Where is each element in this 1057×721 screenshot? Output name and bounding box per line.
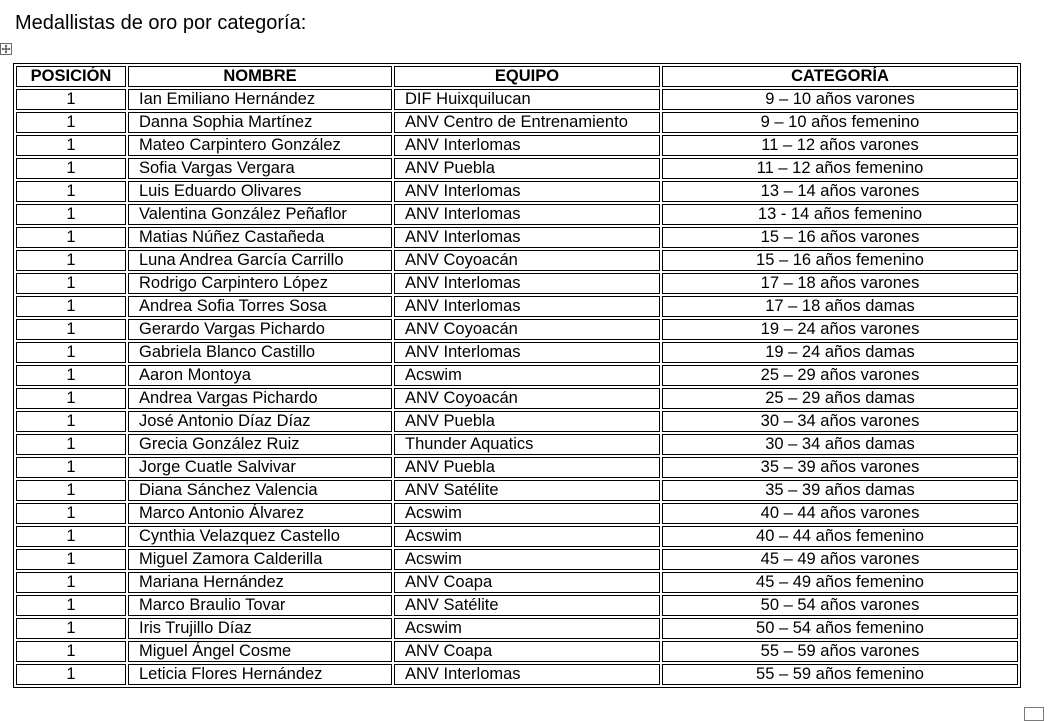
cell-equipo: ANV Puebla (394, 158, 660, 179)
table-row (16, 549, 1018, 570)
table-row (16, 365, 1018, 386)
cell-categoria: 19 – 24 años varones (662, 319, 1018, 340)
cell-categoria: 50 – 54 años varones (662, 595, 1018, 616)
cell-posicion: 1 (16, 296, 126, 317)
table-row (16, 204, 1018, 225)
table-row (16, 158, 1018, 179)
cell-posicion: 1 (16, 319, 126, 340)
cell-posicion: 1 (16, 89, 126, 110)
table-row (16, 434, 1018, 455)
cell-nombre: Mateo Carpintero González (128, 135, 392, 156)
cell-posicion: 1 (16, 273, 126, 294)
table-row (16, 572, 1018, 593)
table-row (16, 457, 1018, 478)
cell-posicion: 1 (16, 480, 126, 501)
table-resize-handle-icon[interactable] (1024, 707, 1044, 721)
header-categoria: CATEGORÍA (662, 66, 1018, 87)
cell-posicion: 1 (16, 641, 126, 662)
cell-nombre: Andrea Vargas Pichardo (128, 388, 392, 409)
cell-nombre: Mariana Hernández (128, 572, 392, 593)
table-row (16, 89, 1018, 110)
cell-categoria: 55 – 59 años femenino (662, 664, 1018, 685)
cell-posicion: 1 (16, 618, 126, 639)
cell-categoria: 45 – 49 años varones (662, 549, 1018, 570)
cell-equipo: ANV Interlomas (394, 181, 660, 202)
table-row (16, 388, 1018, 409)
table-row (16, 480, 1018, 501)
cell-nombre: Andrea Sofia Torres Sosa (128, 296, 392, 317)
cell-nombre: Luis Eduardo Olivares (128, 181, 392, 202)
cell-categoria: 13 – 14 años varones (662, 181, 1018, 202)
table-row (16, 181, 1018, 202)
header-equipo: EQUIPO (394, 66, 660, 87)
cell-nombre: Miguel Ángel Cosme (128, 641, 392, 662)
cell-equipo: ANV Coyoacán (394, 388, 660, 409)
gold-medalists-table (13, 63, 1021, 688)
cell-categoria: 17 – 18 años varones (662, 273, 1018, 294)
cell-nombre: Marco Antonio Álvarez (128, 503, 392, 524)
table-row (16, 526, 1018, 547)
cell-posicion: 1 (16, 388, 126, 409)
cell-equipo: Acswim (394, 618, 660, 639)
cell-categoria: 45 – 49 años femenino (662, 572, 1018, 593)
cell-posicion: 1 (16, 572, 126, 593)
cell-equipo: Thunder Aquatics (394, 434, 660, 455)
cell-posicion: 1 (16, 411, 126, 432)
cell-nombre: José Antonio Díaz Díaz (128, 411, 392, 432)
cell-categoria: 9 – 10 años femenino (662, 112, 1018, 133)
cell-nombre: Ian Emiliano Hernández (128, 89, 392, 110)
cell-posicion: 1 (16, 135, 126, 156)
cell-equipo: ANV Satélite (394, 480, 660, 501)
cell-posicion: 1 (16, 158, 126, 179)
cell-equipo: ANV Interlomas (394, 135, 660, 156)
cell-nombre: Sofia Vargas Vergara (128, 158, 392, 179)
table-row (16, 296, 1018, 317)
cell-nombre: Leticia Flores Hernández (128, 664, 392, 685)
cell-categoria: 15 – 16 años femenino (662, 250, 1018, 271)
cell-posicion: 1 (16, 365, 126, 386)
table-row (16, 112, 1018, 133)
table-row (16, 319, 1018, 340)
cell-nombre: Iris Trujillo Díaz (128, 618, 392, 639)
cell-equipo: ANV Interlomas (394, 664, 660, 685)
cell-categoria: 15 – 16 años varones (662, 227, 1018, 248)
table-row (16, 227, 1018, 248)
cell-posicion: 1 (16, 526, 126, 547)
cell-equipo: Acswim (394, 503, 660, 524)
cell-equipo: ANV Satélite (394, 595, 660, 616)
cell-categoria: 25 – 29 años damas (662, 388, 1018, 409)
table-body (16, 89, 1018, 685)
table-row (16, 595, 1018, 616)
cell-equipo: ANV Coyoacán (394, 319, 660, 340)
cell-categoria: 9 – 10 años varones (662, 89, 1018, 110)
cell-categoria: 35 – 39 años varones (662, 457, 1018, 478)
cell-categoria: 55 – 59 años varones (662, 641, 1018, 662)
cell-equipo: DIF Huixquilucan (394, 89, 660, 110)
cell-categoria: 13 - 14 años femenino (662, 204, 1018, 225)
cell-posicion: 1 (16, 549, 126, 570)
cell-nombre: Danna Sophia Martínez (128, 112, 392, 133)
cell-posicion: 1 (16, 112, 126, 133)
cell-equipo: ANV Coapa (394, 572, 660, 593)
cell-categoria: 17 – 18 años damas (662, 296, 1018, 317)
cell-equipo: ANV Centro de Entrenamiento (394, 112, 660, 133)
table-move-handle-icon[interactable] (0, 42, 12, 54)
table-row (16, 342, 1018, 363)
cell-equipo: ANV Interlomas (394, 227, 660, 248)
cell-categoria: 30 – 34 años varones (662, 411, 1018, 432)
cell-equipo: ANV Coapa (394, 641, 660, 662)
cell-posicion: 1 (16, 503, 126, 524)
table-row (16, 664, 1018, 685)
cell-categoria: 25 – 29 años varones (662, 365, 1018, 386)
cell-equipo: ANV Puebla (394, 457, 660, 478)
table-row (16, 503, 1018, 524)
table-row (16, 250, 1018, 271)
cell-categoria: 30 – 34 años damas (662, 434, 1018, 455)
cell-posicion: 1 (16, 664, 126, 685)
cell-equipo: Acswim (394, 549, 660, 570)
cell-posicion: 1 (16, 457, 126, 478)
cell-categoria: 40 – 44 años varones (662, 503, 1018, 524)
cell-categoria: 11 – 12 años femenino (662, 158, 1018, 179)
cell-equipo: ANV Interlomas (394, 342, 660, 363)
header-nombre: NOMBRE (128, 66, 392, 87)
cell-nombre: Luna Andrea García Carrillo (128, 250, 392, 271)
cell-posicion: 1 (16, 181, 126, 202)
cell-posicion: 1 (16, 342, 126, 363)
cell-posicion: 1 (16, 434, 126, 455)
cell-categoria: 11 – 12 años varones (662, 135, 1018, 156)
cell-equipo: ANV Puebla (394, 411, 660, 432)
table-row (16, 135, 1018, 156)
table-row (16, 618, 1018, 639)
page-heading: Medallistas de oro por categoría: (15, 12, 307, 34)
cell-posicion: 1 (16, 227, 126, 248)
cell-nombre: Aaron Montoya (128, 365, 392, 386)
cell-categoria: 50 – 54 años femenino (662, 618, 1018, 639)
cell-nombre: Jorge Cuatle Salvivar (128, 457, 392, 478)
cell-nombre: Diana Sánchez Valencia (128, 480, 392, 501)
cell-posicion: 1 (16, 595, 126, 616)
cell-equipo: ANV Coyoacán (394, 250, 660, 271)
cell-categoria: 40 – 44 años femenino (662, 526, 1018, 547)
cell-categoria: 35 – 39 años damas (662, 480, 1018, 501)
cell-nombre: Cynthia Velazquez Castello (128, 526, 392, 547)
cell-nombre: Miguel Zamora Calderilla (128, 549, 392, 570)
cell-nombre: Rodrigo Carpintero López (128, 273, 392, 294)
cell-nombre: Gerardo Vargas Pichardo (128, 319, 392, 340)
cell-nombre: Valentina González Peñaflor (128, 204, 392, 225)
cell-posicion: 1 (16, 204, 126, 225)
cell-categoria: 19 – 24 años damas (662, 342, 1018, 363)
cell-equipo: Acswim (394, 365, 660, 386)
table-row (16, 411, 1018, 432)
table-row (16, 273, 1018, 294)
cell-nombre: Grecia González Ruiz (128, 434, 392, 455)
cell-nombre: Matias Núñez Castañeda (128, 227, 392, 248)
table-row (16, 641, 1018, 662)
cell-equipo: ANV Interlomas (394, 296, 660, 317)
cell-equipo: ANV Interlomas (394, 204, 660, 225)
header-posicion: POSICIÓN (16, 66, 126, 87)
cell-nombre: Marco Braulio Tovar (128, 595, 392, 616)
cell-equipo: ANV Interlomas (394, 273, 660, 294)
cell-nombre: Gabriela Blanco Castillo (128, 342, 392, 363)
table-header-row (16, 66, 1018, 87)
cell-equipo: Acswim (394, 526, 660, 547)
cell-posicion: 1 (16, 250, 126, 271)
